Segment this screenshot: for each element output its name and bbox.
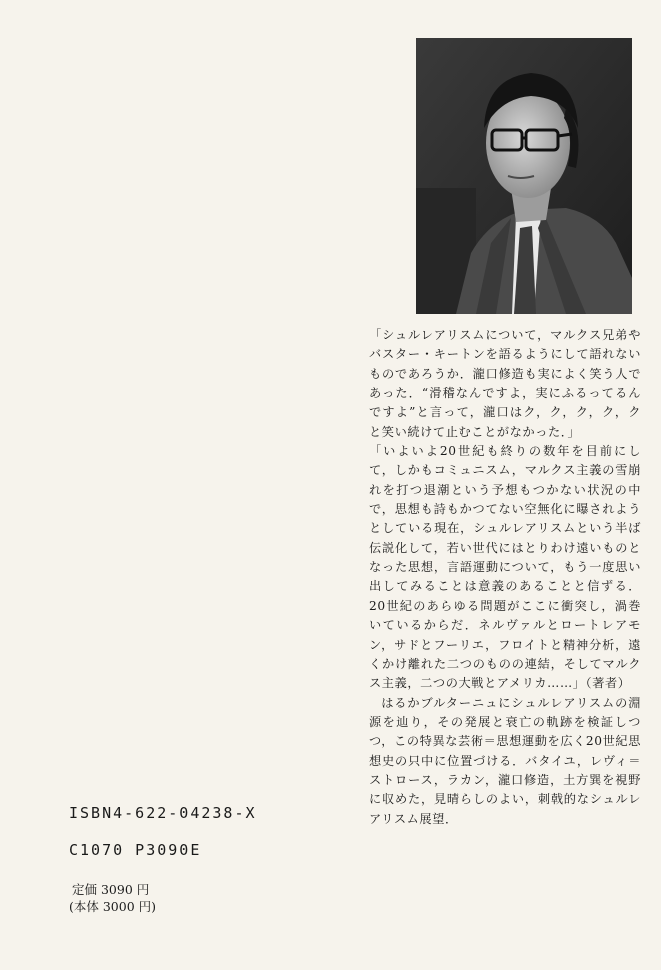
blurb-paragraph-description: はるかブルターニュにシュルレアリスムの淵源を辿り，その発展と衰亡の軌跡を検証しつつ，この特異な芸術＝思想運動を広く20世紀思想史の只中に位置づける．バタイユ，レヴィ＝ストロース，ラカン，瀧口修造，土方巽を視野に収めた，見晴らしのよい，刺戟的なシュルレアリスム展望． — [369, 695, 641, 826]
list-price: 定価 3090 円 — [72, 882, 150, 897]
blurb-paragraph-quote-1: 「シュルレアリスムについて，マルクス兄弟やバスター・キートンを語るようにして語れないものであろうか．瀧口修造も実によく笑う人であった．“滑稽なんですよ，実にふるってるんですよ”と言って，瀧口はク，ク，ク，ク，クと笑い続けて止むことがなかった．」 — [369, 328, 641, 439]
blurb-paragraph-quote-2: 「いよいよ20世紀も終りの数年を目前にして，しかもコミュニスム，マルクス主義の雪崩れを打つ退潮という予想もつかない状況の中で，思想も詩もかつてない空無化に曝されようとしている現在，シュルレアリスムという半ば伝説化して，若い世代にはとりわけ遠いものとなった思想，言語運動について，もう一度思い出してみることは意義のあることと信ずる．20世紀のあらゆる問題がここに衝突し，渦巻いているからだ．ネルヴァルとロートレアモン，サドとフーリエ，フロイトと精神分析，遠くかけ離れた二つのものの連結，そしてマルクス主義，二つの大戦とアメリカ……」（著者） — [369, 444, 641, 691]
classification-code: C1070 P3090E — [69, 841, 202, 859]
author-photo — [416, 38, 632, 314]
isbn-number: ISBN4-622-04238-X — [69, 804, 257, 822]
base-price: (本体 3000 円) — [69, 899, 157, 914]
author-portrait-photo-icon — [416, 38, 632, 314]
blurb-text — [369, 326, 641, 829]
